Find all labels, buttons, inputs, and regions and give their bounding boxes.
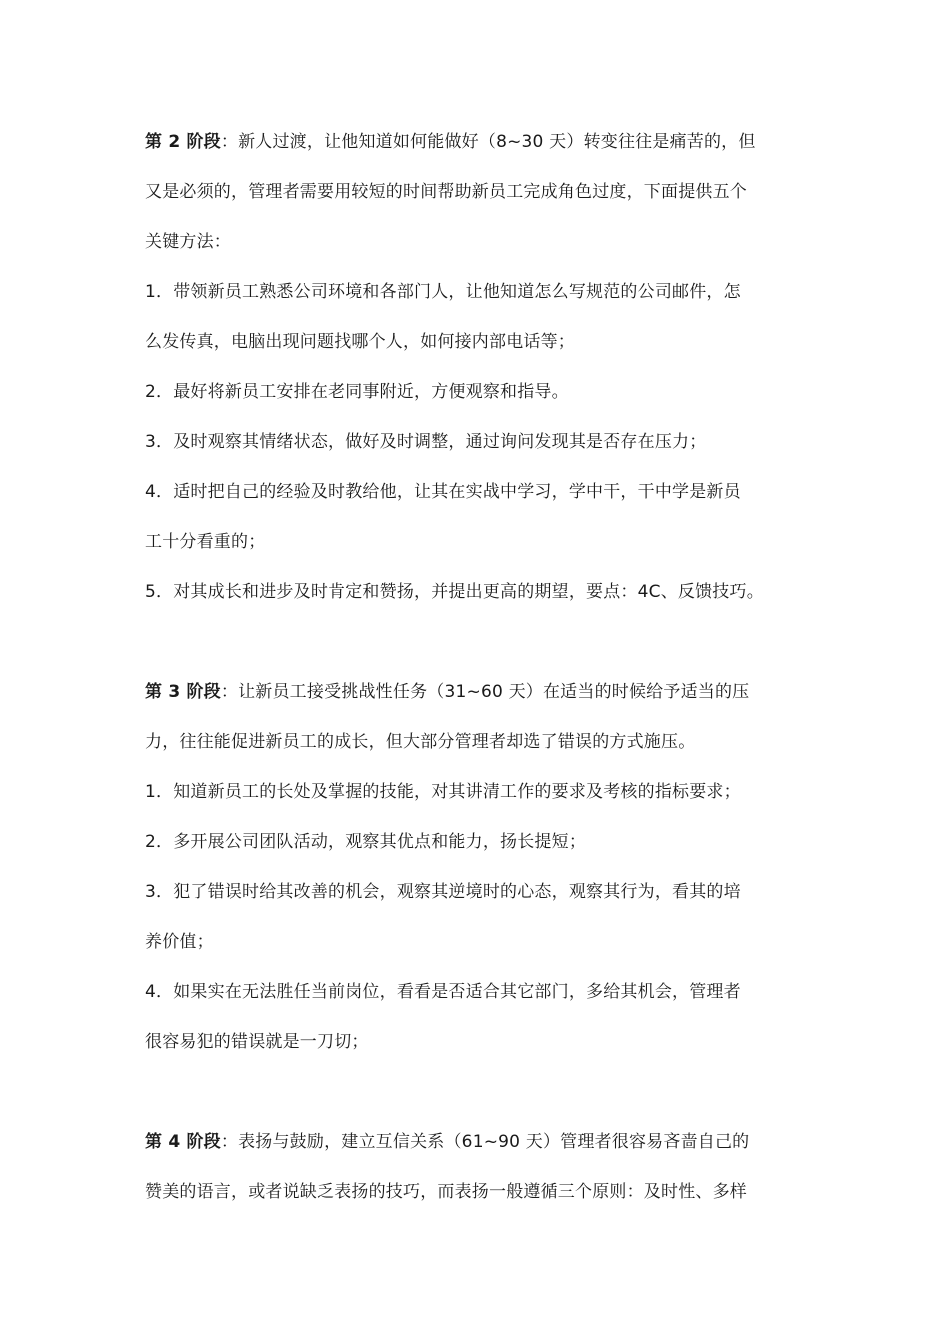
stage-label: 第 2 阶段 (145, 132, 221, 152)
section-stage-2 (145, 117, 810, 617)
list-item: 3．犯了错误时给其改善的机会，观察其逆境时的心态，观察其行为，看其的培 (145, 882, 741, 902)
paragraph-line (145, 1117, 810, 1167)
paragraph-text: ：新人过渡，让他知道如何能做好（8~30 天）转变往往是痛苦的，但 (220, 132, 756, 152)
list-item: 么发传真，电脑出现问题找哪个人，如何接内部电话等； (145, 332, 575, 352)
paragraph-line (145, 667, 810, 717)
list-item: 工十分看重的； (145, 532, 266, 552)
list-item: 5．对其成长和进步及时肯定和赞扬，并提出更高的期望，要点：4C、反馈技巧。 (145, 582, 764, 602)
list-item: 很容易犯的错误就是一刀切； (145, 1032, 369, 1052)
section-stage-4 (145, 1117, 810, 1217)
list-item: 1．知道新员工的长处及掌握的技能，对其讲清工作的要求及考核的指标要求； (145, 782, 741, 802)
list-item: 1．带领新员工熟悉公司环境和各部门人，让他知道怎么写规范的公司邮件，怎 (145, 282, 741, 302)
paragraph-text: ：表扬与鼓励，建立互信关系（61~90 天）管理者很容易吝啬自己的 (220, 1132, 750, 1152)
paragraph-line: 关键方法： (145, 232, 231, 252)
list-item: 4．适时把自己的经验及时教给他，让其在实战中学习，学中干，干中学是新员 (145, 482, 741, 502)
section-stage-3 (145, 667, 810, 1067)
list-item: 2．多开展公司团队活动，观察其优点和能力，扬长提短； (145, 832, 587, 852)
document-page (145, 117, 810, 1217)
section-spacer (145, 617, 810, 667)
paragraph-line: 赞美的语言，或者说缺乏表扬的技巧，而表扬一般遵循三个原则：及时性、多样 (145, 1182, 747, 1202)
list-item: 3．及时观察其情绪状态，做好及时调整，通过询问发现其是否存在压力； (145, 432, 707, 452)
list-item: 2．最好将新员工安排在老同事附近，方便观察和指导。 (145, 382, 569, 402)
paragraph-line: 又是必须的，管理者需要用较短的时间帮助新员工完成角色过度，下面提供五个 (145, 182, 747, 202)
paragraph-line (145, 117, 810, 167)
list-item: 4．如果实在无法胜任当前岗位，看看是否适合其它部门，多给其机会，管理者 (145, 982, 741, 1002)
stage-label: 第 3 阶段 (145, 682, 221, 702)
list-item: 养价值； (145, 932, 214, 952)
section-spacer (145, 1067, 810, 1117)
stage-label: 第 4 阶段 (145, 1132, 221, 1152)
paragraph-line: 力，往往能促进新员工的成长，但大部分管理者却选了错误的方式施压。 (145, 732, 696, 752)
paragraph-text: ：让新员工接受挑战性任务（31~60 天）在适当的时候给予适当的压 (220, 682, 750, 702)
